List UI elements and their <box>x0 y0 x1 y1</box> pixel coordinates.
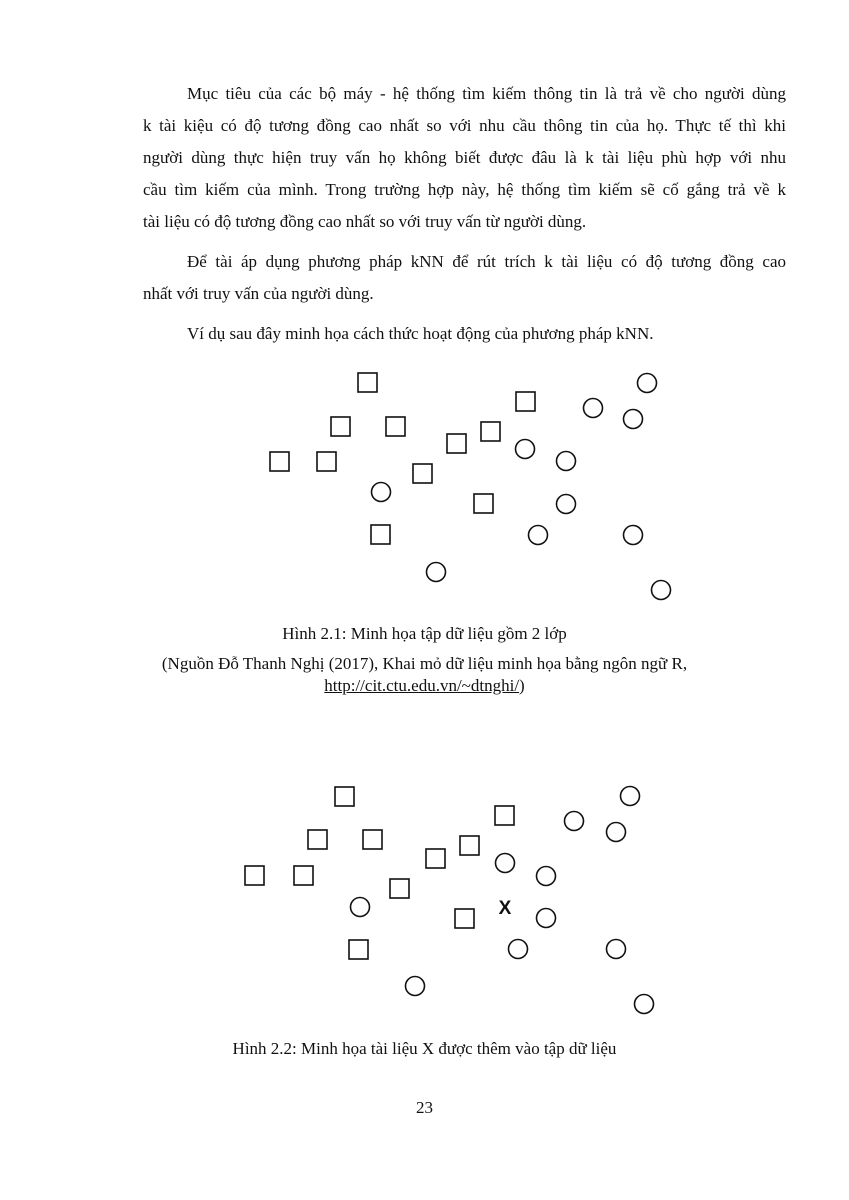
class-square-marker <box>413 464 432 483</box>
class-square-marker <box>426 849 445 868</box>
paragraph-line: Để tài áp dụng phương pháp kNN để rút trích k tài liệu có độ tương đồng cao <box>187 252 786 271</box>
class-circle-marker <box>607 940 626 959</box>
class-square-marker <box>349 940 368 959</box>
class-circle-marker <box>607 823 626 842</box>
class-circle-marker <box>557 452 576 471</box>
class-circle-marker <box>621 787 640 806</box>
class-circle-marker <box>496 854 515 873</box>
paragraph-line: tài liệu có độ tương đồng cao nhất so với truy vấn từ người dùng. <box>143 212 587 231</box>
class-circle-marker <box>537 909 556 928</box>
class-circle-marker <box>537 867 556 886</box>
paragraph-line: Ví dụ sau đây minh họa cách thức hoạt động của phương pháp kNN. <box>187 324 654 343</box>
figure-2-scatter <box>245 787 654 1014</box>
class-square-marker <box>516 392 535 411</box>
class-circle-marker <box>372 483 391 502</box>
source-close-paren: ) <box>519 676 525 695</box>
class-circle-marker <box>516 440 535 459</box>
class-circle-marker <box>584 399 603 418</box>
paragraph-line: nhất với truy vấn của người dùng. <box>143 284 374 303</box>
class-circle-marker <box>406 977 425 996</box>
class-circle-marker <box>427 563 446 582</box>
class-circle-marker <box>652 581 671 600</box>
class-square-marker <box>331 417 350 436</box>
class-square-marker <box>474 494 493 513</box>
source-link[interactable]: http://cit.ctu.edu.vn/~dtnghi/ <box>324 676 520 695</box>
class-square-marker <box>495 806 514 825</box>
figure-2-caption: Hình 2.2: Minh họa tài liệu X được thêm vào tập dữ liệu <box>232 1039 617 1058</box>
figure-1-source-link-line <box>0 675 849 697</box>
page-number: 23 <box>416 1098 433 1117</box>
class-circle-marker <box>638 374 657 393</box>
class-square-marker <box>390 879 409 898</box>
class-circle-marker <box>509 940 528 959</box>
class-square-marker <box>270 452 289 471</box>
class-square-marker <box>447 434 466 453</box>
class-circle-marker <box>557 495 576 514</box>
class-square-marker <box>363 830 382 849</box>
figure-1-source-text: (Nguồn Đỗ Thanh Nghị (2017), Khai mỏ dữ liệu minh họa bằng ngôn ngữ R, <box>161 654 688 673</box>
class-square-marker <box>358 373 377 392</box>
class-square-marker <box>371 525 390 544</box>
figure-1-source <box>0 653 849 697</box>
paragraph-line: Mục tiêu của các bộ máy - hệ thống tìm kiếm thông tin là trả về cho người dùng <box>187 84 786 103</box>
class-circle-marker <box>565 812 584 831</box>
class-square-marker <box>308 830 327 849</box>
figure-1-scatter <box>270 373 671 600</box>
class-square-marker <box>317 452 336 471</box>
class-square-marker <box>335 787 354 806</box>
paragraph-line: người dùng thực hiện truy vấn họ không biết được đâu là k tài liệu phù hợp với nhu <box>143 148 786 167</box>
class-circle-marker <box>635 995 654 1014</box>
class-square-marker <box>455 909 474 928</box>
class-square-marker <box>245 866 264 885</box>
class-square-marker <box>460 836 479 855</box>
class-circle-marker <box>529 526 548 545</box>
paragraph-line: k tài kiệu có độ tương đồng cao nhất so với nhu cầu thông tin của họ. Thực tế thì khi <box>143 116 786 135</box>
new-document-x-marker: X <box>498 898 512 919</box>
class-circle-marker <box>351 898 370 917</box>
class-circle-marker <box>624 526 643 545</box>
class-circle-marker <box>624 410 643 429</box>
class-square-marker <box>294 866 313 885</box>
class-square-marker <box>386 417 405 436</box>
class-square-marker <box>481 422 500 441</box>
figure-1-caption: Hình 2.1: Minh họa tập dữ liệu gồm 2 lớp <box>282 624 567 643</box>
paragraph-line: cầu tìm kiếm của mình. Trong trường hợp này, hệ thống tìm kiếm sẽ cố gắng trả về k <box>143 180 786 199</box>
